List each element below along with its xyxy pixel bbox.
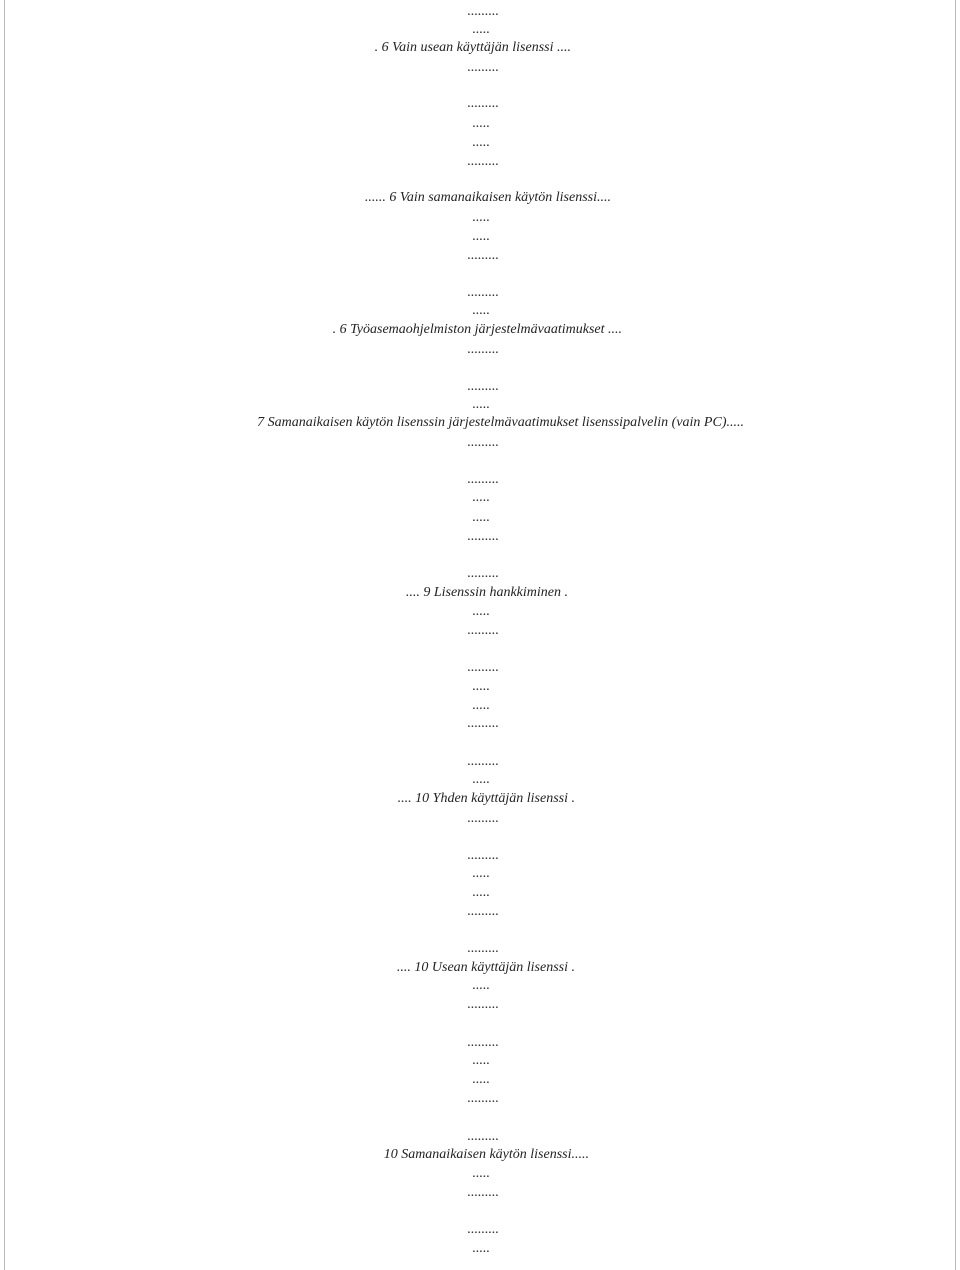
toc-leader-dots: ......... [467,623,499,638]
toc-leader-dots: ......... [467,716,499,731]
toc-leader-dots: ..... [472,1166,490,1181]
toc-leader-dots: ..... [472,1241,490,1256]
toc-leader-dots: ......... [467,379,499,394]
toc-leader-dots: ......... [467,997,499,1012]
toc-leader-dots: ......... [467,754,499,769]
toc-leader-dots: ..... [472,1053,490,1068]
toc-entry[interactable]: 10 Samanaikaisen käytön lisenssi..... [383,1147,589,1162]
toc-entry[interactable]: .... 10 Usean käyttäjän lisenssi . [396,960,575,975]
toc-leader-dots: ......... [467,566,499,581]
toc-leader-dots: ..... [472,679,490,694]
toc-leader-dots: ..... [472,22,490,37]
toc-leader-dots: ......... [467,342,499,357]
toc-leader-dots: ......... [467,248,499,263]
toc-leader-dots: ..... [472,885,490,900]
toc-leader-dots: ......... [467,811,499,826]
toc-leader-dots: ..... [472,698,490,713]
toc-leader-dots: ..... [472,397,490,412]
toc-leader-dots: ......... [467,96,499,111]
toc-leader-dots: ......... [467,848,499,863]
toc-leader-dots: ......... [467,941,499,956]
toc-leader-dots: ..... [472,116,490,131]
toc-leader-dots: ..... [472,510,490,525]
toc-leader-dots: ..... [472,772,490,787]
toc-leader-dots: ..... [472,229,490,244]
toc-leader-dots: ......... [467,435,499,450]
toc-leader-dots: ......... [467,1185,499,1200]
toc-leader-dots: ..... [472,303,490,318]
toc-entry[interactable]: 7 Samanaikaisen käytön lisenssin järjestelmävaatimukset lisenssipalvelin (vain PC)..... [257,415,744,430]
toc-leader-dots: ..... [472,1072,490,1087]
toc-leader-dots: ..... [472,490,490,505]
toc-leader-dots: ..... [472,210,490,225]
toc-leader-dots: ......... [467,1129,499,1144]
toc-entry[interactable]: ...... 6 Vain samanaikaisen käytön lisenssi.... [364,190,611,205]
toc-leader-dots: ..... [472,135,490,150]
toc-leader-dots: ......... [467,904,499,919]
toc-leader-dots: ..... [472,978,490,993]
toc-leader-dots: ......... [467,60,499,75]
toc-leader-dots: ..... [472,604,490,619]
toc-leader-dots: ......... [467,4,499,19]
toc-leader-dots: ......... [467,472,499,487]
toc-leader-dots: ......... [467,285,499,300]
toc-entry[interactable]: . 6 Työasemaohjelmiston järjestelmävaatimukset .... [332,322,622,337]
toc-entry[interactable]: .... 10 Yhden käyttäjän lisenssi . [397,791,575,806]
toc-leader-dots: ......... [467,1035,499,1050]
toc-leader-dots: ......... [467,1091,499,1106]
toc-entry[interactable]: .... 9 Lisenssin hankkiminen . [405,585,568,600]
toc-leader-dots: ......... [467,660,499,675]
toc-entry[interactable]: . 6 Vain usean käyttäjän lisenssi .... [374,40,571,55]
toc-leader-dots: ......... [467,154,499,169]
toc-leader-dots: ..... [472,866,490,881]
toc-leader-dots: ......... [467,1222,499,1237]
toc-leader-dots: ......... [467,529,499,544]
